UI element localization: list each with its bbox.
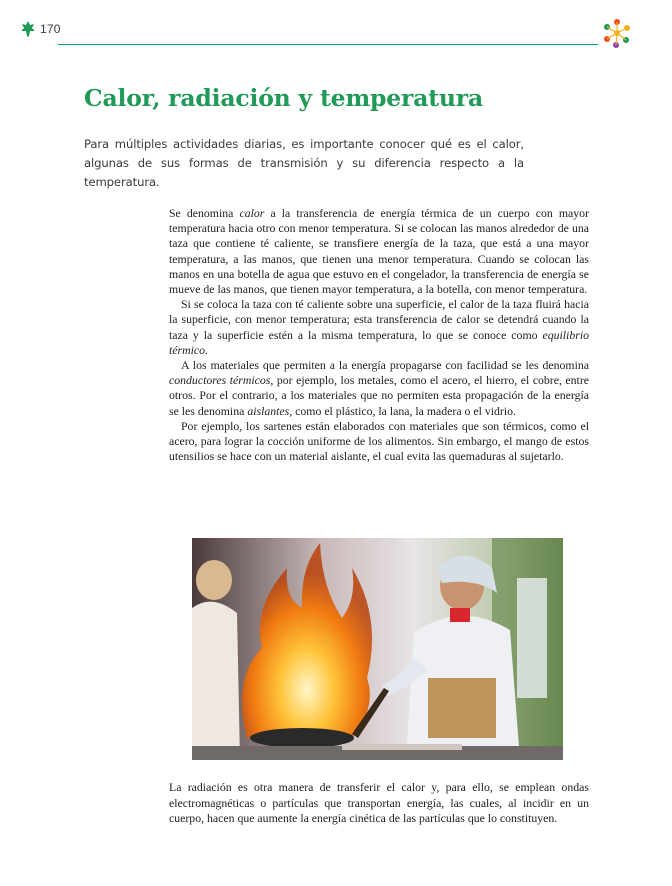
page-title: Calor, radiación y temperatura xyxy=(84,84,483,112)
header-rule xyxy=(58,44,598,45)
term-conductores-termicos: conductores térmicos xyxy=(169,373,271,388)
paragraph-conductors: A los materiales que permiten a la energía propagarse con facilidad se les denomina conductores térmicos, por ejemplo, los metales, como el acero, el hierro, el cobre, entre otros. Por el contrario, a los materiales que no permiten esta propagación de la energía se les denomina aislantes, como el plástico, la lana, la madera o el vidrio. xyxy=(169,358,589,418)
molecule-logo-icon xyxy=(600,16,634,50)
paragraph-thermal-equilibrium: Si se coloca la taza con té caliente sobre una superficie, el calor de la taza fluirá hacia la superficie, con menor temperatura; esta transferencia de calor se detendrá cuando la taza y la superficie estén a la misma temperatura, lo que se conoce como equilibrio térmico. xyxy=(169,297,589,357)
leaf-icon xyxy=(20,20,36,38)
body-text xyxy=(169,206,589,464)
photo-illustration xyxy=(192,538,563,760)
page-header xyxy=(0,0,672,56)
term-equilibrio-termico: equilibrio térmico xyxy=(169,327,589,357)
paragraph-pans-example: Por ejemplo, los sartenes están elaborados con materiales que son térmicos, como el acero, para lograr la cocción uniforme de los alimentos. Sin embargo, el mango de estos utensilios se hace con un material aislante, el cual evita las quemaduras al sujetarlo. xyxy=(169,418,589,464)
paragraph-radiation: La radiación es otra manera de transferir el calor y, para ello, se emplean ondas electromagnéticas o partículas que transportan energía, las cuales, al incidir en un cuerpo, hacen que aumente la energía cinética de las partículas que lo constituyen. xyxy=(169,780,589,825)
intro-paragraph: Para múltiples actividades diarias, es importante conocer qué es el calor, algunas de sus formas de transmisión y su diferencia respecto a la temperatura. xyxy=(84,137,524,189)
term-aislantes: aislantes xyxy=(247,403,290,418)
photo-chef-flambe xyxy=(192,538,563,760)
page-number: 170 xyxy=(40,22,61,36)
paragraph-heat-definition: Se denomina calor a la transferencia de energía térmica de un cuerpo con mayor temperatura hacia otro con menor temperatura. Si se colocan las manos alrededor de una taza que contiene té caliente, se transfiere energía de la taza, que está a una mayor temperatura, a las manos, que tienen una menor temperatura. Cuando se colocan las manos en una botella de agua que estuvo en el congelador, la transferencia de energía se mueve de las manos, que tienen mayor temperatura, a la botella, con menor temperatura. xyxy=(169,206,590,297)
term-calor: calor xyxy=(239,206,265,220)
